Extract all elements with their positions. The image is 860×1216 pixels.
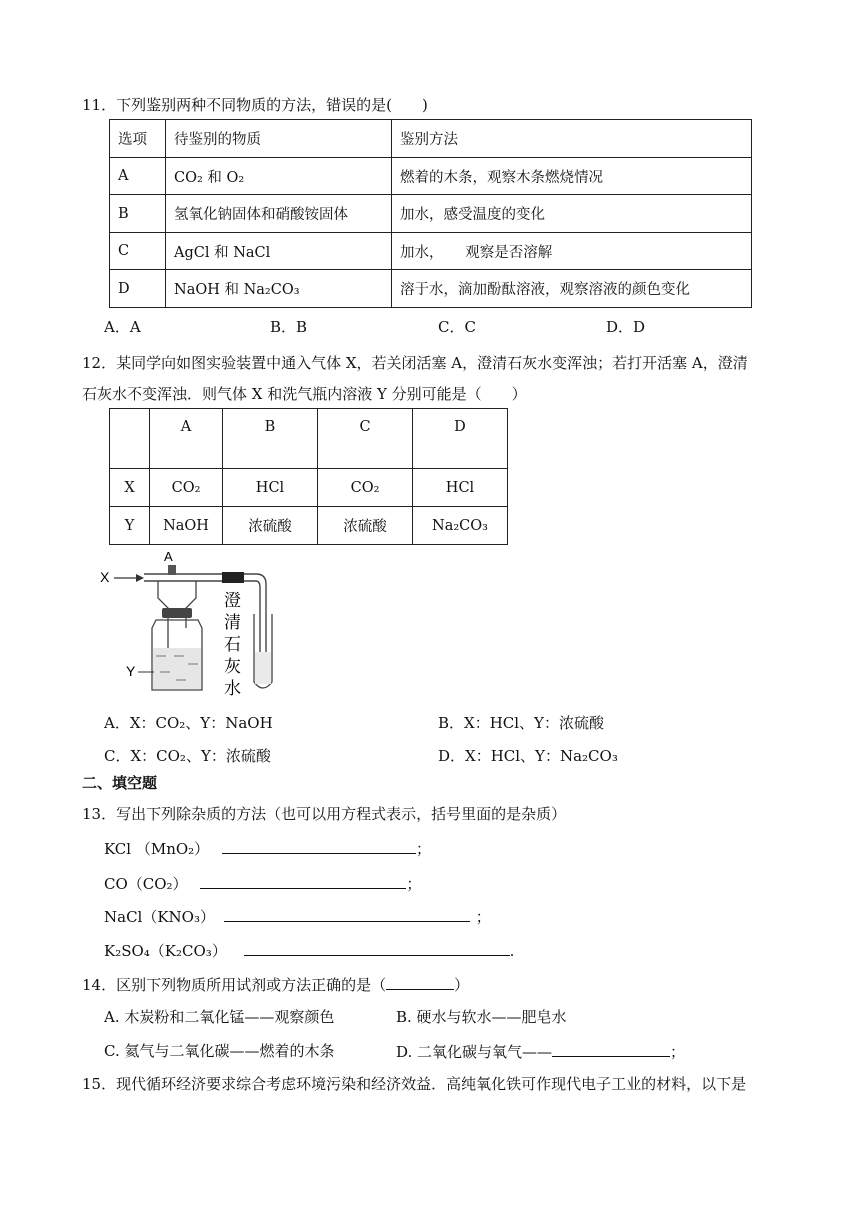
q13-item-1 (104, 837, 431, 859)
rubber-connector (222, 572, 244, 583)
limewater (255, 652, 271, 684)
q13-item-label: KCl （MnO₂） (104, 840, 210, 858)
q12-stem-line1: 12．某同学向如图实验装置中通入气体 X，若关闭活塞 A，澄清石灰水变浑浊；若打开活塞 A，澄清 (82, 354, 748, 372)
stopcock-a (168, 565, 176, 575)
table-cell: 加水， 观察是否溶解 (392, 233, 752, 270)
table-header-cell: B (223, 409, 318, 469)
answer-blank[interactable] (224, 905, 470, 922)
q13-item-end: ； (415, 840, 431, 858)
q13-item-3 (104, 905, 491, 927)
table-cell: CO₂ (150, 469, 223, 507)
label-x: X (100, 569, 110, 585)
tube-text-3: 石 (224, 635, 241, 655)
table-header-cell: A (150, 409, 223, 469)
tube-text-5: 水 (224, 679, 241, 696)
table-header-cell: 选项 (110, 120, 166, 158)
gas-washing-apparatus-figure (96, 548, 286, 696)
table-row (110, 195, 752, 233)
q13-item-label: K₂SO₄（K₂CO₃） (104, 942, 227, 960)
table-header-cell (110, 409, 150, 469)
table-row (110, 270, 752, 308)
table-cell: 浓硫酸 (318, 507, 413, 545)
answer-blank[interactable] (200, 872, 406, 889)
table-cell: 浓硫酸 (223, 507, 318, 545)
q13-item-end: . (509, 942, 515, 960)
q12-stem-line2: 石灰水不变浑浊．则气体 X 和洗气瓶内溶液 Y 分别可能是（ ） (82, 385, 527, 403)
table-row (110, 120, 752, 158)
table-cell: CO₂ (318, 469, 413, 507)
section-title: 二、填空题 (82, 774, 158, 792)
q14-option-d-label: D. 二氧化碳与氧气—— (396, 1043, 553, 1061)
table-cell: 氢氧化钠固体和硝酸铵固体 (166, 195, 392, 233)
q12-table (109, 408, 508, 545)
table-cell: B (110, 195, 166, 233)
table-cell: HCl (413, 469, 508, 507)
q12-option-a[interactable]: A．X：CO₂、Y：NaOH (104, 714, 273, 732)
table-header-cell: 鉴别方法 (392, 120, 752, 158)
table-cell: Y (110, 507, 150, 545)
table-cell: HCl (223, 469, 318, 507)
inlet-arrowhead (136, 574, 144, 582)
table-row (110, 409, 508, 469)
table-header-cell: D (413, 409, 508, 469)
table-row (110, 158, 752, 195)
q11-option-c[interactable]: C．C (438, 318, 476, 336)
table-cell: 溶于水，滴加酚酞溶液，观察溶液的颜色变化 (392, 270, 752, 308)
q14-stem-start: 14．区别下列物质所用试剂或方法正确的是（ (82, 976, 387, 994)
q14-option-d[interactable] (396, 1040, 685, 1062)
q13-item-end: ； (475, 908, 491, 926)
answer-blank[interactable] (244, 939, 510, 956)
q13-item-4 (104, 939, 514, 961)
q14-option-b[interactable]: B. 硬水与软水——肥皂水 (396, 1008, 567, 1026)
tube-text-2: 清 (224, 613, 241, 633)
table-row (110, 233, 752, 270)
table-cell: CO₂ 和 O₂ (166, 158, 392, 195)
table-cell: D (110, 270, 166, 308)
table-cell: NaOH (150, 507, 223, 545)
q13-item-label: NaCl（KNO₃） (104, 908, 215, 926)
q14-option-d-end: ； (670, 1043, 686, 1061)
table-header-cell: C (318, 409, 413, 469)
table-cell: A (110, 158, 166, 195)
table-header-cell: 待鉴别的物质 (166, 120, 392, 158)
label-y: Y (126, 663, 136, 679)
table-cell: 燃着的木条，观察木条燃烧情况 (392, 158, 752, 195)
tube-text-4: 灰 (224, 657, 241, 677)
q11-option-b[interactable]: B．B (270, 318, 308, 336)
q11-stem: 11．下列鉴别两种不同物质的方法，错误的是( ) (82, 96, 428, 114)
table-row (110, 507, 508, 545)
answer-blank[interactable] (222, 837, 416, 854)
q12-option-c[interactable]: C．X：CO₂、Y：浓硫酸 (104, 747, 271, 765)
q13-item-label: CO（CO₂） (104, 875, 188, 893)
q11-option-d[interactable]: D．D (606, 318, 646, 336)
answer-blank[interactable] (386, 973, 454, 990)
q13-item-2 (104, 872, 421, 894)
table-cell: X (110, 469, 150, 507)
bottle-stopper (162, 608, 192, 618)
table-cell: Na₂CO₃ (413, 507, 508, 545)
tube-text-1: 澄 (224, 591, 241, 611)
q13-stem: 13．写出下列除杂质的方法（也可以用方程式表示，括号里面的是杂质） (82, 805, 567, 823)
label-a: A (164, 549, 173, 564)
table-cell: NaOH 和 Na₂CO₃ (166, 270, 392, 308)
q14-option-a[interactable]: A. 木炭粉和二氧化锰——观察颜色 (104, 1008, 335, 1026)
q15-stem: 15．现代循环经济要求综合考虑环境污染和经济效益．高纯氧化铁可作现代电子工业的材料，以下是 (82, 1075, 747, 1093)
q12-option-b[interactable]: B．X：HCl、Y：浓硫酸 (438, 714, 604, 732)
answer-blank[interactable] (552, 1040, 670, 1057)
table-cell: 加水，感受温度的变化 (392, 195, 752, 233)
table-cell: C (110, 233, 166, 270)
q11-table (109, 119, 752, 308)
q11-option-a[interactable]: A．A (104, 318, 141, 336)
q14-stem (82, 973, 469, 995)
q12-option-d[interactable]: D．X：HCl、Y：Na₂CO₃ (438, 747, 618, 765)
q14-option-c[interactable]: C. 氦气与二氧化碳——燃着的木条 (104, 1042, 335, 1060)
q14-stem-end: ） (454, 976, 470, 994)
bottle-liquid (153, 648, 201, 689)
bottle-outlet-tube (186, 581, 196, 628)
table-row (110, 469, 508, 507)
q13-item-end: ； (406, 875, 422, 893)
table-cell: AgCl 和 NaCl (166, 233, 392, 270)
